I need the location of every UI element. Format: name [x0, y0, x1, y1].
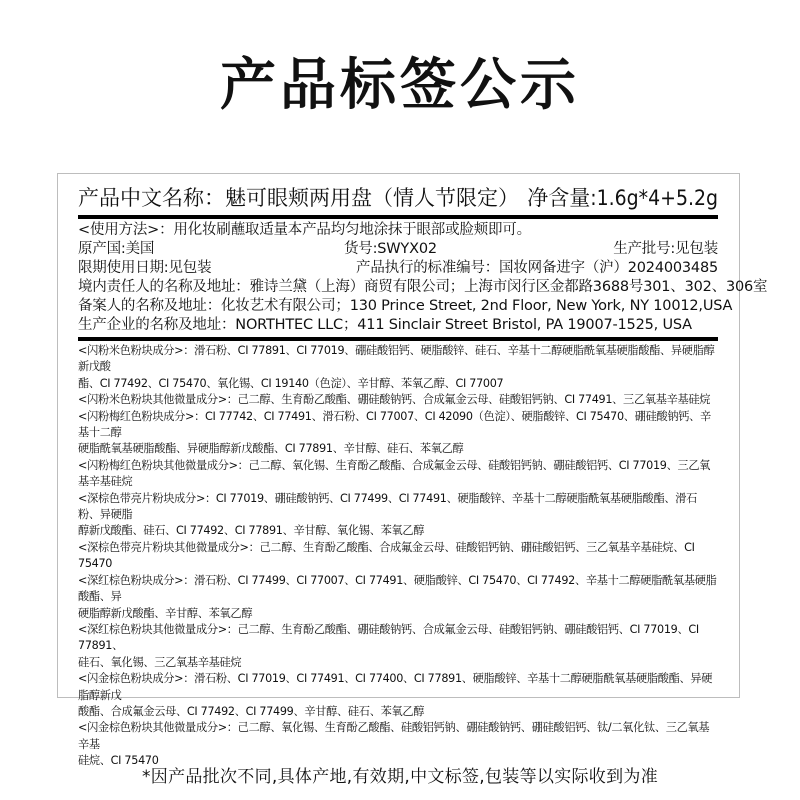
disclaimer-note: *因产品批次不同,具体产地,有效期,中文标签,包装等以实际收到为准: [141, 767, 658, 787]
header-divider: [78, 215, 718, 219]
ingredient-line: 硬脂酰氧基硬脂酸酯、异硬脂醇新戊酸酯、CI 77891、辛甘醇、硅石、苯氧乙醇: [78, 442, 464, 456]
ingredients-divider: [78, 337, 718, 341]
ingredient-line: 酸酯、合成氟金云母、CI 77492、CI 77499、辛甘醇、硅石、苯氧乙醇: [78, 704, 425, 718]
ingredient-line: <深红棕色粉块成分>：滑石粉、CI 77499、CI 77007、CI 77491、硬脂酸锌、CI 75470、CI 77492、辛基十二醇硬脂酰氧基硬脂酸酯、异: [78, 573, 717, 604]
manufacturer-info: 生产企业的名称及地址：NORTHTEC LLC；411 Sinclair Street Bristol, PA 19007-1525, USA: [78, 317, 692, 333]
ingredient-line: <深棕色带亮片粉块成分>：CI 77019、硼硅酸钠钙、CI 77499、CI 77491、硬脂酸锌、辛基十二醇硬脂酰氧基硬脂酸酯、滑石粉、异硬脂: [78, 491, 697, 522]
product-label-panel: [57, 173, 768, 768]
ingredient-line: <闪粉梅红色粉块其他微量成分>：己二醇、氧化锡、生育酚乙酸酯、合成氟金云母、硅酸铝钙钠、硼硅酸铝钙、CI 77019、三乙氧基辛基硅烷: [78, 458, 711, 489]
ingredient-line: <深棕色带亮片粉块其他微量成分>：己二醇、生育酚乙酸酯、合成氟金云母、硅酸铝钙钠、硼硅酸铝钙、三乙氧基辛基硅烷、CI 75470: [78, 540, 695, 571]
expiry-standard-row: [78, 259, 718, 278]
ingredient-line: <闪粉梅红色粉块成分>：CI 77742、CI 77491、滑石粉、CI 77007、CI 42090（色淀）、硬脂酸锌、CI 75470、硼硅酸钠钙、辛基十二醇: [78, 409, 711, 440]
ingredient-line: <闪金棕色粉块成分>：滑石粉、CI 77019、CI 77491、CI 77400、CI 77891、硬脂酸锌、辛基十二醇硬脂酰氧基硬脂酸酯、异硬脂醇新戊: [78, 672, 713, 702]
item-number: 货号:SWYX02: [344, 241, 437, 257]
net-content: 净含量:1.6g*4+5.2g: [527, 186, 718, 210]
product-name: 产品中文名称：魅可眼颊两用盘（情人节限定）: [78, 186, 519, 210]
ingredient-line: 硅石、氧化锡、三乙氧基辛基硅烷: [78, 655, 242, 669]
ingredient-line: 酯、CI 77492、CI 75470、氧化锡、CI 19140（色淀）、辛甘醇、苯氧乙醇、CI 77007: [78, 376, 504, 390]
page-title: 产品标签公示: [220, 53, 580, 118]
expiry-date: 限期使用日期:见包装: [78, 260, 212, 276]
product-name-row: [78, 184, 718, 212]
ingredient-line: 醇新戊酸酯、硅石、CI 77492、CI 77891、辛甘醇、氧化锡、苯氧乙醇: [78, 524, 425, 538]
ingredient-line: 硅烷、CI 75470: [78, 754, 159, 768]
ingredient-line: <闪粉米色粉块其他微量成分>：己二醇、生育酚乙酸酯、硼硅酸钠钙、合成氟金云母、硅酸铝钙钠、CI 77491、三乙氧基辛基硅烷: [78, 393, 711, 407]
responsible-party: 境内责任人的名称及地址：雅诗兰黛（上海）商贸有限公司；上海市闵行区金都路3688号301、302、306室: [78, 279, 768, 295]
ingredient-line: <闪金棕色粉块其他微量成分>：己二醇、氧化锡、生育酚乙酸酯、硅酸铝钙钠、硼硅酸钠钙、硼硅酸铝钙、钛/二氧化钛、三乙氧基辛基: [78, 721, 710, 751]
ingredient-line: 硬脂醇新戊酸酯、辛甘醇、苯氧乙醇: [78, 606, 253, 620]
batch-number: 生产批号:见包装: [613, 241, 718, 257]
ingredient-line: <深红棕色粉块其他微量成分>：己二醇、生育酚乙酸酯、硼硅酸钠钙、合成氟金云母、硅酸铝钙钠、硼硅酸铝钙、CI 77019、CI 77891、: [78, 622, 699, 653]
filer-info: 备案人的名称及地址：化妆艺术有限公司；130 Prince Street, 2nd Floor, New York, NY 10012,USA: [78, 298, 733, 314]
usage-instructions: <使用方法>：用化妆刷蘸取适量本产品均匀地涂抹于眼部或脸颊即可。: [78, 222, 531, 238]
ingredients-list: [78, 343, 718, 770]
origin-country: 原产国:美国: [78, 241, 155, 257]
origin-item-batch-row: [78, 240, 718, 259]
standard-number: 产品执行的标准编号：国妆网备进字（沪）2024003485: [356, 260, 718, 276]
ingredient-line: <闪粉米色粉块成分>：滑石粉、CI 77891、CI 77019、硼硅酸铝钙、硬脂酸锌、硅石、辛基十二醇硬脂酰氧基硬脂酸酯、异硬脂醇新戊酸: [78, 344, 715, 374]
